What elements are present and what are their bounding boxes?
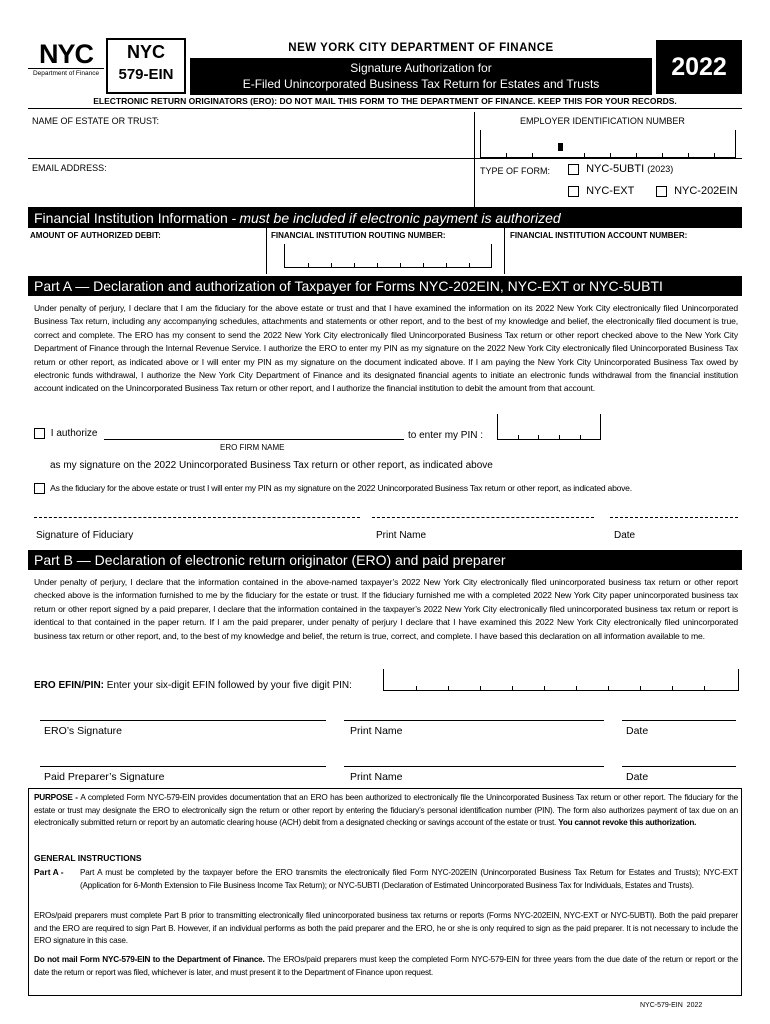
preparer-signature-label: Paid Preparer’s Signature [44,771,165,783]
ein-field[interactable] [480,130,736,158]
ein-label: EMPLOYER IDENTIFICATION NUMBER [520,116,685,126]
purpose-bold-tail: You cannot revoke this authorization. [558,818,697,828]
fiduciary-signature-line[interactable] [34,517,360,518]
financial-heading [28,208,742,228]
opt-ext[interactable] [568,185,634,197]
account-label: FINANCIAL INSTITUTION ACCOUNT NUMBER: [510,231,688,240]
form-title-block [190,40,652,95]
purpose-label: PURPOSE - [34,793,81,802]
email-label: EMAIL ADDRESS: [32,163,107,173]
account-field[interactable] [510,244,738,270]
preparer-print-line[interactable] [344,766,604,767]
checkbox-ext[interactable] [568,186,579,197]
part-b-paragraph: Under penalty of perjury, I declare that the information contained in the above-named taxpayer’s 2022 New York City electronically filed unincorporated business tax return or other report checked above is the information furnished to me by the fiduciary for the estate or trust. If the fiduciary furnished me with a completed 2022 New York City paper unincorporated business tax return or other report signed by a paid preparer, I declare that the information contained in the taxpayer’s 2022 New York City electronically filed unincorporated business tax return or report is identical to that contained in the paper return. If I am the paid preparer, under penalty of perjury I declare that I have examined this 2022 New York City electronically filed unincorporated business tax return or other report, and, to the best of my knowledge and belief, the return is true, correct, and complete. I have based this declaration on all information available to me. [34,577,738,641]
efin-label: ERO EFIN/PIN: [34,680,105,691]
logo-mark: NYC [38,39,93,69]
title-line-2: E-Filed Unincorporated Business Tax Return for Estates and Trusts [242,77,600,91]
vertical-divider [474,112,475,208]
form-title [190,58,652,95]
checkbox-202ein[interactable] [656,186,667,197]
gi-donot-text: The EROs/paid preparers must keep the completed Form NYC-579-EIN for three years from the due date of the return or report or the date the return or report was filed, whichever is later, and must present it to the Department of Finance upon request. [34,955,738,977]
part-a-heading-text: Part A — Declaration and authorization of Taxpayer for Forms NYC-202EIN, NYC-EXT or NYC-5UBTI [34,278,663,294]
ero-firm-name-line[interactable] [104,428,404,440]
efin-pin-field[interactable] [383,669,739,691]
routing-field[interactable] [284,244,492,268]
nyc-logo [28,40,104,88]
checkbox-5ubti[interactable] [568,164,579,175]
amount-field[interactable] [30,244,262,270]
fin-divider-1 [266,228,267,274]
gi-part-a-label: Part A - [34,867,64,877]
gi-part-a-text: Part A must be completed by the taxpayer before the ERO transmits the electronically filed Form NYC-202EIN (Unincorporated Business Tax Return for Estates and Trusts); NYC-EXT (Application for 6-Month Extension to File Business Income Tax Return); or NYC-5UBTI (Declaration of Estimated Unincorporated Business Tax for Individuals, Estates and Trusts). [80,868,738,890]
pin-field[interactable] [497,414,601,440]
checkbox-authorize[interactable] [34,428,45,439]
ero-date-label: Date [626,725,649,737]
authorize-prefix: I authorize [50,428,98,440]
form-number: 579-EIN [118,66,174,83]
amount-label: AMOUNT OF AUTHORIZED DEBIT: [30,231,161,240]
opt-5ubti[interactable] [568,163,673,175]
ero-print-line[interactable] [344,720,604,721]
fiduciary-date-label: Date [614,530,636,541]
financial-heading-em: must be included if electronic payment is authorized [239,210,561,226]
dept-name: NEW YORK CITY DEPARTMENT OF FINANCE [288,42,554,54]
purpose-block [34,792,738,830]
authorize-suffix: to enter my PIN : [408,430,484,441]
opt-5ubti-label: NYC-5UBTI [586,163,645,175]
email-field[interactable] [30,174,470,204]
gi-eros-text: EROs/paid preparers must complete Part B prior to transmitting electronically filed unincorporated business tax returns or reports (Forms NYC-202EIN, NYC-EXT or NYC-5UBTI). Both the paid preparer and the ERO are required to sign Part B. However, if an individual performs as both the paid preparer and the ERO, he or she is only required to sign as the paid preparer. It is not necessary to include the ERO signature in this case. [34,911,738,946]
signature-line-text: as my signature on the 2022 Unincorporated Business Tax return or other report, as indicated above [50,460,493,471]
part-a-heading [28,276,742,296]
routing-label: FINANCIAL INSTITUTION ROUTING NUMBER: [271,231,446,240]
gi-donot-bold: Do not mail Form NYC-579-EIN to the Department of Finance. [34,955,265,964]
fiduciary-option [34,483,632,494]
checkbox-fiduciary[interactable] [34,483,45,494]
ero-signature-line[interactable] [40,720,326,721]
fiduciary-print-label: Print Name [376,530,427,541]
part-a-paragraph: Under penalty of perjury, I declare that I am the fiduciary for the above estate or trust and that I have examined the information on its 2022 New York City electronically filed Unincorporated Business Tax return, including any accompanying schedules, attachments and statements or other report, and to the best of my knowledge and belief, the electronically filed document is true, correct and complete. The ERO has my consent to send the 2022 New York City electronically filed Unincorporated Business Tax return or other report checked above to the New York City Department of Finance through the Internal Revenue Service. I authorize the ERO to enter my PIN as my signature on the 2022 New York City electronically filed Unincorporated Business Tax return or other report, as indicated above or I will enter my PIN as my signature on the document indicated above. If I am paying the New York City Unincorporated Business Tax owed by electronic funds withdrawal, I authorize the New York City Department of Finance and its designated financial agents to initiate an electronic funds withdrawal from the financial institution account indicated on the Unincorporated Business Tax return or other report, and I authorize the financial institution to debit the amount from that account. [34,303,738,394]
preparer-date-line[interactable] [622,766,736,767]
ero-print-label: Print Name [350,725,403,737]
footer-form-id: NYC-579-EIN 2022 [640,1002,703,1009]
fiduciary-print-line[interactable] [372,517,594,518]
form-nyc: NYC [126,42,165,62]
financial-heading-plain: Financial Institution Information - [34,210,237,226]
gi-donot-block [34,954,738,979]
email-divider [28,158,742,159]
year-badge: 2022 [656,40,742,94]
authorize-row [34,428,97,439]
gi-heading: GENERAL INSTRUCTIONS [34,853,142,863]
preparer-signature-line[interactable] [40,766,326,767]
ero-firm-name-caption: ERO FIRM NAME [220,443,285,452]
efin-text: Enter your six-digit EFIN followed by your five digit PIN: [104,680,352,691]
form-id-box [106,38,186,94]
type-label: TYPE OF FORM: [480,166,551,176]
ero-date-line[interactable] [622,720,736,721]
name-field[interactable] [30,128,470,158]
part-b-heading [28,550,742,570]
opt-ext-label: NYC-EXT [586,185,635,197]
fiduciary-option-text: As the fiduciary for the above estate or trust I will enter my PIN as my signature on the 2022 Unincorporated Business Tax return or other report, as indicated above. [50,483,632,493]
part-b-heading-text: Part B — Declaration of electronic return originator (ERO) and paid preparer [34,552,506,568]
ero-notice: ELECTRONIC RETURN ORIGINATORS (ERO): DO NOT MAIL THIS FORM TO THE DEPARTMENT OF FINANCE. KEEP THIS FOR YOUR RECORDS. [28,96,742,109]
logo-subtitle: Department of Finance [28,68,104,77]
opt-202ein-label: NYC-202EIN [674,185,738,197]
preparer-date-label: Date [626,771,649,783]
opt-5ubti-year: (2023) [647,164,674,174]
preparer-print-label: Print Name [350,771,403,783]
name-label: NAME OF ESTATE OR TRUST: [32,116,160,126]
fiduciary-signature-label: Signature of Fiduciary [36,530,134,541]
efin-row [34,680,352,691]
fiduciary-date-line[interactable] [610,517,738,518]
opt-202ein[interactable] [656,185,738,197]
fin-divider-2 [504,228,505,274]
ero-signature-label: ERO’s Signature [44,725,123,737]
title-line-1: Signature Authorization for [350,61,492,75]
purpose-text: A completed Form NYC-579-EIN provides documentation that an ERO has been authorized to electronically file the Unincorporated Business Tax return or other report. The fiduciary for the estate or trust may designate the ERO to electronically sign the return or other report by entering the fiduciary’s personal identification number (PIN). The form also authorizes payment of tax due on an electronically submitted return or report by an automatic clearing house (ACH) debit from a designated checking or savings account of the estate or trust. [34,793,738,828]
